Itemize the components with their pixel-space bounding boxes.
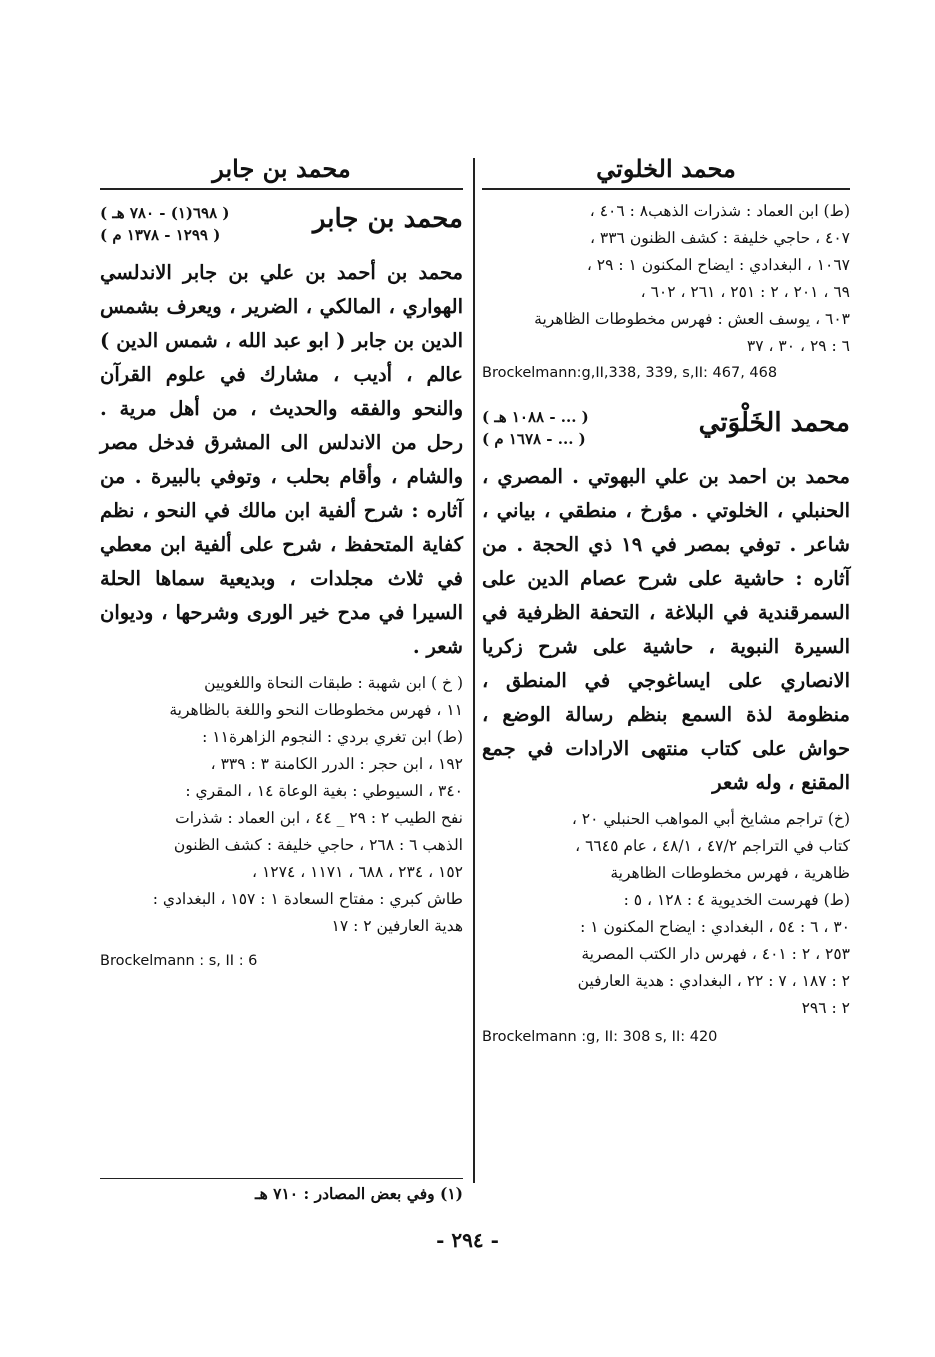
entry-name: محمد الخَلْوَتي xyxy=(698,408,850,438)
ref-line: كتاب في التراجم ٤٧/٢ ، ٤٨/١ ، عام ٦٦٤٥ ، xyxy=(575,837,850,855)
ref-line: (ط) فهرست الخديوية ٤ : ١٢٨ ، ٥ : xyxy=(623,891,850,909)
ref-line: ظاهرية ، فهرس مخطوطات الظاهرية xyxy=(610,864,850,882)
brockelmann-ref: Brockelmann : s, II : 6 xyxy=(100,953,258,969)
ref-line: (خ) تراجم مشايخ أبي المواهب الحنبلي ٢٠ ، xyxy=(571,810,850,828)
ref-line: ٢ : ٢٩٦ xyxy=(801,999,850,1017)
entry-refs-t xyxy=(100,724,463,940)
right-column xyxy=(482,150,850,1048)
ref-line: ١٩٢ ، ابن حجر : الدرر الكامنة ٣ : ٣٣٩ ، xyxy=(210,755,463,773)
ref-line: (ط) ابن العماد : شذرات الذهب٨ : ٤٠٦ ، xyxy=(589,202,850,220)
footnote: (١) وفي بعض المصادر : ٧١٠ هـ xyxy=(255,1184,463,1203)
ref-line: ٦٠٣ ، يوسف العش : فهرس مخطوطات الظاهرية xyxy=(534,310,850,328)
dates-hijri: ( ... - ١٠٨٨ هـ ) xyxy=(482,408,589,426)
dates-hijri: ( ٦٩٨(١) - ٧٨٠ هـ ) xyxy=(100,204,230,222)
ref-line: ( خ ) ابن شهبة : طبقات النحاة واللغويين xyxy=(204,674,463,692)
dates-gregorian: ( ١٢٩٩ - ١٣٧٨ م ) xyxy=(100,226,221,244)
ref-line: ١٠٦٧ ، البغدادي : ايضاح المكنون ١ : ٢٩ ، xyxy=(586,256,850,274)
column-divider xyxy=(473,158,475,1183)
entry-refs-kh xyxy=(100,670,463,724)
entry-name: محمد بن جابر xyxy=(312,204,463,234)
entry-refs-kh xyxy=(482,806,850,887)
ref-line: طاش كبري : مفتاح السعادة ١ : ١٥٧ ، البغدادي : xyxy=(152,890,463,908)
dates-gregorian: ( ... - ١٦٧٨ م ) xyxy=(482,430,586,448)
entry-body: محمد بن أحمد بن علي بن جابر الاندلسي الهواري ، المالكي ، الضرير ، ويعرف بشمس الدين بن جابر ( ابو عبد الله ، شمس الدين ) عالم ، أديب ، مشارك في علوم القرآن والنحو والفقه والحديث ، من أهل مرية . رحل من الاندلس الى المشرق فدخل مصر والشام ، وأقام بحلب ، وتوفي بالبيرة . من آثاره : شرح ألفية ابن مالك في النحو ، نظم كفاية المتحفظ ، شرح على ألفية ابن معطي في ثلاث مجلدات ، وبديعية سماها الحلة السيرا في مدح خير الورى وشرحها ، وديوان شعر . xyxy=(100,261,463,658)
ref-line: (ط) ابن تغري بردي : النجوم الزاهرة١١ : xyxy=(202,728,463,746)
ref-line: نفح الطيب ٢ : ٢٩ _ ٤٤ ، ابن العماد : شذرات xyxy=(175,809,463,827)
prev-entry-refs xyxy=(482,198,850,360)
left-column xyxy=(100,150,463,972)
ref-line: ١٥٢ ، ٢٣٤ ، ٦٨٨ ، ١١٧١ ، ١٢٧٤ ، xyxy=(252,863,463,881)
right-header-rule xyxy=(482,188,850,190)
ref-line: ١١ ، فهرس مخطوطات النحو واللغة بالظاهرية xyxy=(169,701,463,719)
entry-heading xyxy=(100,198,463,256)
entry-refs-t xyxy=(482,887,850,1022)
entry-dates xyxy=(482,406,589,450)
ref-line: ٤٠٧ ، حاجي خليفة : كشف الظنون ٣٣٦ ، xyxy=(589,229,850,247)
ref-line: هدية العارفين ٢ : ١٧ xyxy=(331,917,463,935)
entry-dates xyxy=(100,202,229,246)
right-running-header: محمد الخلوتي xyxy=(596,154,736,183)
brockelmann-ref: Brockelmann:g,II,338, 339, s,II: 467, 468 xyxy=(482,365,778,381)
entry-body: محمد بن احمد بن علي البهوتي . المصري ، الحنبلي ، الخلوتي . مؤرخ ، منطقي ، بياني ، شاعر . توفي بمصر في ١٩ ذي الحجة . من آثاره : حاشية على شرح عصام الدين على السمرقندية في البلاغة ، التحفة الظرفية في السيرة النبوية ، حاشية على شرح زكريا الانصاري على ايساغوجي في المنطق ، منظومة لذة السمع بنظم رسالة الوضع ، حواش على كتاب منتهى الارادات في جمع المقنع ، وله شعر xyxy=(482,465,851,794)
left-running-header: محمد بن جابر xyxy=(212,154,351,183)
ref-line: ٢ : ١٨٧ ، ٧ : ٢٢ ، البغدادي : هدية العارفين xyxy=(577,972,850,990)
ref-line: ٦ : ٢٩ ، ٣٠ ، ٣٧ xyxy=(746,337,850,355)
ref-line: ٦٩ ، ٢٠١ ، ٢ : ٢٥١ ، ٢٦١ ، ٦٠٢ ، xyxy=(640,283,850,301)
footnote-rule xyxy=(100,1178,463,1179)
ref-line: ٣٠ ، ٦ : ٥٤ ، البغدادي : ايضاح المكنون ١ : xyxy=(580,918,850,936)
entry-heading xyxy=(482,402,850,460)
left-header-rule xyxy=(100,188,463,190)
brockelmann-ref: Brockelmann :g, II: 308 s, II: 420 xyxy=(482,1029,718,1045)
ref-line: ٣٤٠ ، السيوطي : بغية الوعاة ١٤ ، المقري : xyxy=(185,782,463,800)
ref-line: ٢٥٣ ، ٢ : ٤٠١ ، فهرس دار الكتب المصرية xyxy=(581,945,850,963)
page-number: - ٢٩٤ - xyxy=(436,1228,499,1252)
ref-line: الذهب ٦ : ٢٦٨ ، حاجي خليفة : كشف الظنون xyxy=(173,836,463,854)
